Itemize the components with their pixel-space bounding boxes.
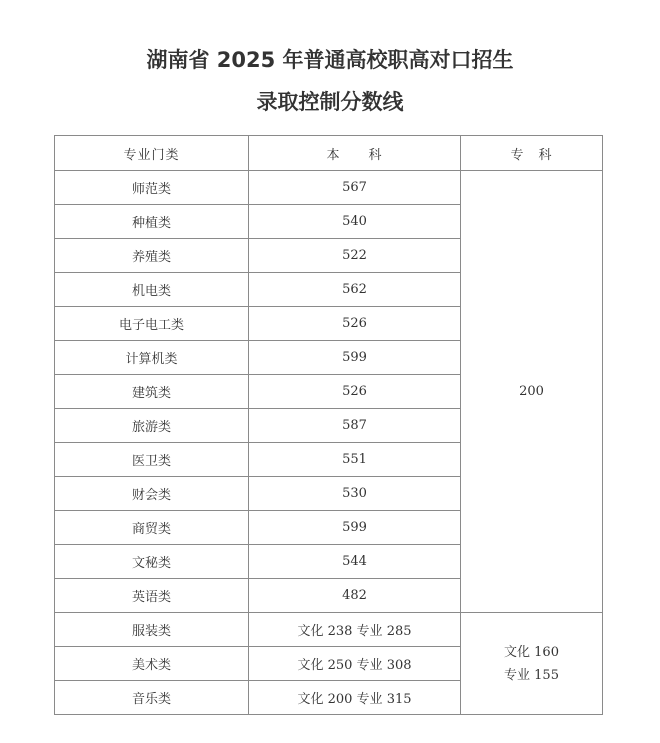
category-cell: 建筑类 [55, 375, 249, 409]
header-bachelor: 本 科 [249, 136, 461, 171]
bachelor-score-cell: 544 [249, 545, 461, 579]
category-cell: 音乐类 [55, 681, 249, 715]
bachelor-score-cell: 482 [249, 579, 461, 613]
bachelor-score-cell: 文化 238 专业 285 [249, 613, 461, 647]
category-cell: 电子电工类 [55, 307, 249, 341]
category-cell: 商贸类 [55, 511, 249, 545]
category-cell: 种植类 [55, 205, 249, 239]
document-title-line2: 录取控制分数线 [256, 90, 404, 114]
associate-major-score: 专业 155 [504, 667, 559, 683]
table-row [55, 613, 603, 647]
associate-score-cell-group2 [461, 613, 603, 715]
category-cell: 养殖类 [55, 239, 249, 273]
category-cell: 英语类 [55, 579, 249, 613]
bachelor-score-cell: 587 [249, 409, 461, 443]
bachelor-score-cell: 文化 200 专业 315 [249, 681, 461, 715]
document-title-line1: 湖南省 2025 年普通高校职高对口招生 [146, 48, 514, 72]
category-cell: 财会类 [55, 477, 249, 511]
category-cell: 机电类 [55, 273, 249, 307]
category-cell: 服装类 [55, 613, 249, 647]
bachelor-score-cell: 522 [249, 239, 461, 273]
category-cell: 师范类 [55, 171, 249, 205]
associate-culture-score: 文化 160 [504, 644, 559, 660]
table-header-row [55, 136, 603, 171]
bachelor-score-cell: 562 [249, 273, 461, 307]
bachelor-score-cell: 530 [249, 477, 461, 511]
bachelor-score-cell: 599 [249, 341, 461, 375]
category-cell: 文秘类 [55, 545, 249, 579]
associate-score-cell-group1: 200 [461, 171, 603, 613]
score-table [54, 135, 603, 715]
category-cell: 美术类 [55, 647, 249, 681]
header-category: 专业门类 [55, 136, 249, 171]
bachelor-score-cell: 文化 250 专业 308 [249, 647, 461, 681]
header-associate: 专 科 [461, 136, 603, 171]
bachelor-score-cell: 551 [249, 443, 461, 477]
bachelor-score-cell: 526 [249, 307, 461, 341]
bachelor-score-cell: 526 [249, 375, 461, 409]
bachelor-score-cell: 540 [249, 205, 461, 239]
table-row [55, 171, 603, 205]
category-cell: 医卫类 [55, 443, 249, 477]
category-cell: 旅游类 [55, 409, 249, 443]
bachelor-score-cell: 599 [249, 511, 461, 545]
category-cell: 计算机类 [55, 341, 249, 375]
bachelor-score-cell: 567 [249, 171, 461, 205]
